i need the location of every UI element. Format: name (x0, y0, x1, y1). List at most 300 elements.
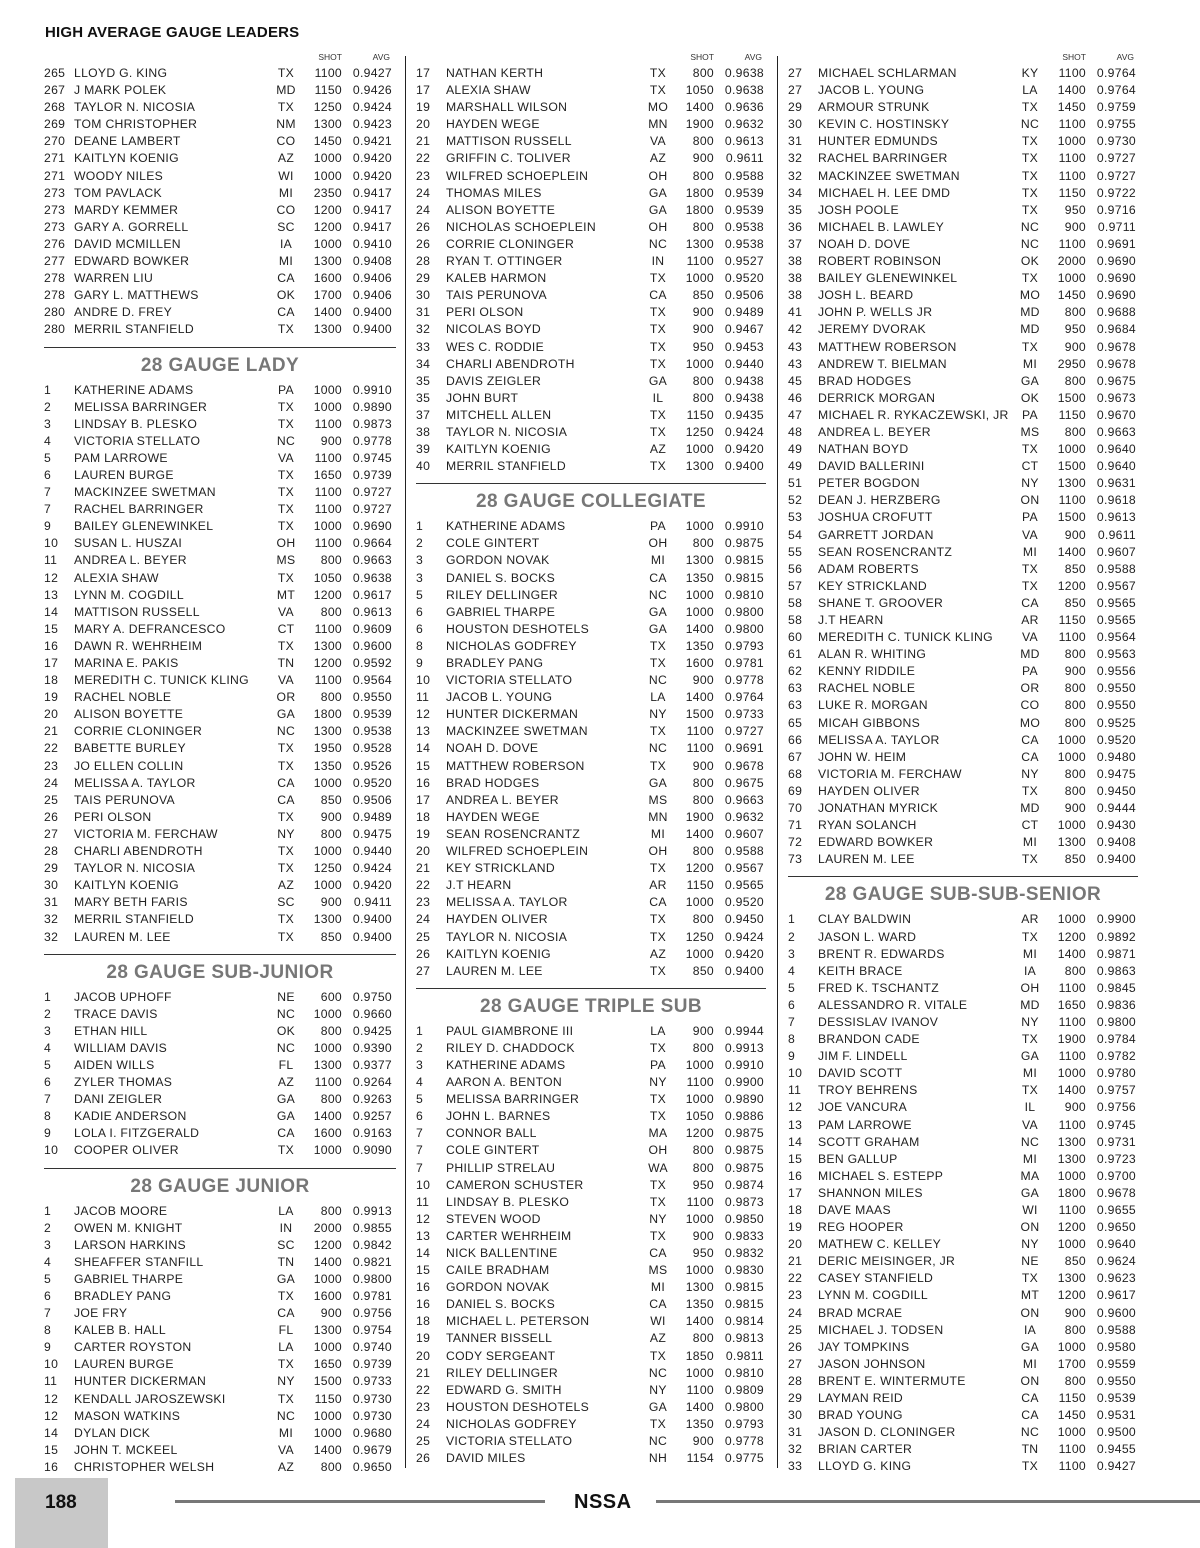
row-shot: 1000 (313, 1408, 342, 1423)
leader-row (44, 535, 396, 552)
footer-rule (175, 1500, 545, 1503)
row-avg: 0.9420 (352, 878, 392, 893)
leader-row (788, 851, 1138, 868)
row-rank: 52 (788, 493, 803, 508)
row-name: LYNN M. COGDILL (818, 1288, 928, 1303)
row-state: SC (277, 1237, 295, 1252)
row-shot: 1400 (1057, 946, 1086, 961)
row-rank: 17 (416, 66, 431, 80)
row-avg: 0.9539 (724, 202, 764, 217)
row-avg: 0.9740 (352, 1340, 392, 1355)
row-state: TX (649, 929, 667, 944)
leader-row (416, 1399, 766, 1416)
leader-row (788, 629, 1138, 646)
row-avg: 0.9450 (1096, 783, 1136, 798)
row-avg: 0.9453 (724, 339, 764, 354)
leader-row (416, 535, 766, 552)
section-header (788, 876, 1138, 911)
row-avg: 0.9731 (1096, 1134, 1136, 1149)
row-rank: 37 (416, 407, 431, 422)
row-shot: 1300 (1057, 1134, 1086, 1149)
row-avg: 0.9506 (352, 792, 392, 807)
row-shot: 1100 (1058, 630, 1086, 645)
row-shot: 1100 (314, 502, 342, 517)
row-avg: 0.9520 (724, 895, 764, 910)
leader-row (416, 638, 766, 655)
row-rank: 35 (788, 202, 803, 217)
leader-row (788, 1373, 1138, 1390)
leader-row (788, 946, 1138, 963)
row-avg: 0.9874 (724, 1177, 764, 1192)
row-shot: 1400 (685, 100, 714, 115)
row-state: TX (277, 416, 295, 431)
row-avg: 0.9700 (1096, 1168, 1136, 1183)
row-avg: 0.9913 (352, 1203, 392, 1218)
row-shot: 600 (320, 989, 342, 1004)
leader-row (44, 236, 396, 253)
row-rank: 30 (416, 288, 431, 303)
row-rank: 16 (416, 775, 431, 790)
row-shot: 800 (692, 219, 714, 234)
row-rank: 26 (416, 236, 431, 251)
row-shot: 1200 (685, 861, 714, 876)
leader-row (44, 321, 396, 338)
row-state: MD (1020, 997, 1040, 1012)
row-shot: 800 (692, 1143, 714, 1158)
row-state: VA (278, 673, 294, 688)
leader-row (44, 1442, 396, 1459)
row-avg: 0.9550 (1096, 698, 1136, 713)
row-shot: 1050 (685, 83, 714, 98)
leader-row (416, 1382, 766, 1399)
row-name: ANDREA L. BEYER (74, 553, 187, 568)
row-rank: 22 (44, 741, 59, 756)
leader-row (788, 680, 1138, 697)
row-avg: 0.9660 (352, 1006, 392, 1021)
row-avg: 0.9836 (1096, 997, 1136, 1012)
row-name: JO ELLEN COLLIN (74, 758, 184, 773)
row-shot: 800 (1064, 963, 1086, 978)
leader-row (416, 65, 766, 82)
leader-row (416, 570, 766, 587)
row-shot: 1000 (1057, 1339, 1086, 1354)
row-shot: 1000 (685, 1057, 714, 1072)
row-avg: 0.9739 (352, 1357, 392, 1372)
row-state: TX (277, 66, 295, 80)
leader-row (788, 929, 1138, 946)
leader-row (788, 304, 1138, 321)
row-avg: 0.9417 (352, 185, 392, 200)
row-name: KADIE ANDERSON (74, 1109, 187, 1124)
row-name: PAUL GIAMBRONE III (446, 1023, 574, 1038)
row-rank: 278 (44, 271, 66, 286)
row-avg: 0.9800 (724, 1399, 764, 1414)
row-state: LA (278, 1340, 294, 1355)
leader-row (44, 116, 396, 133)
row-name: ALISON BOYETTE (446, 202, 556, 217)
leader-row (416, 236, 766, 253)
row-state: NC (648, 1434, 668, 1449)
row-avg: 0.9640 (1096, 1237, 1136, 1252)
row-state: CA (277, 271, 295, 286)
leader-row (416, 1450, 766, 1467)
row-state: NC (648, 236, 668, 251)
row-state: LA (278, 1203, 294, 1218)
row-state: NY (1021, 766, 1039, 781)
row-state: KY (1021, 66, 1039, 80)
row-avg: 0.9663 (352, 553, 392, 568)
leader-row (44, 501, 396, 518)
row-rank: 31 (416, 305, 431, 320)
row-shot: 800 (692, 1160, 714, 1175)
row-avg: 0.9377 (352, 1057, 392, 1072)
row-state: TX (277, 638, 295, 653)
leader-row (788, 1305, 1138, 1322)
row-state: TX (649, 66, 667, 80)
row-shot: 1100 (1058, 168, 1086, 183)
row-rank: 15 (788, 1151, 803, 1166)
row-rank: 7 (44, 1306, 52, 1321)
row-rank: 20 (788, 1237, 803, 1252)
leader-row (416, 168, 766, 185)
row-avg: 0.9438 (724, 390, 764, 405)
row-name: MICHAEL L. PETERSON (446, 1314, 590, 1329)
row-avg: 0.9613 (352, 604, 392, 619)
row-rank: 3 (416, 570, 424, 585)
row-rank: 32 (44, 912, 59, 927)
leader-row (44, 433, 396, 450)
row-state: TX (649, 758, 667, 773)
row-name: JOHN W. HEIM (818, 749, 907, 764)
row-name: MARINA E. PAKIS (74, 656, 179, 670)
row-name: CORRIE CLONINGER (74, 724, 203, 739)
row-shot: 1000 (313, 1040, 342, 1055)
row-rank: 23 (416, 895, 431, 910)
row-rank: 68 (788, 766, 803, 781)
leader-row (788, 1339, 1138, 1356)
row-shot: 1400 (685, 690, 714, 705)
row-rank: 35 (416, 373, 431, 388)
row-state: GA (648, 1399, 668, 1414)
row-avg: 0.9565 (1096, 595, 1136, 610)
row-state: LA (1022, 83, 1038, 98)
row-name: BABETTE BURLEY (74, 741, 186, 756)
row-shot: 1350 (685, 1297, 714, 1312)
row-state: TX (649, 1348, 667, 1363)
row-shot: 850 (692, 288, 714, 303)
row-state: TX (1021, 578, 1039, 593)
row-shot: 800 (692, 775, 714, 790)
leader-row (44, 1040, 396, 1057)
row-name: JOHN T. MCKEEL (74, 1442, 178, 1457)
row-shot: 1000 (1057, 1066, 1086, 1081)
row-state: CA (649, 895, 667, 910)
header-avg: AVG (372, 52, 390, 62)
leader-row (416, 1142, 766, 1159)
leader-row (44, 518, 396, 535)
row-name: RACHEL NOBLE (74, 690, 172, 705)
row-name: ETHAN HILL (74, 1023, 148, 1038)
row-shot: 1000 (1057, 1425, 1086, 1440)
leader-row (788, 1185, 1138, 1202)
section-header (44, 347, 396, 382)
leader-row (788, 1407, 1138, 1424)
row-name: HOUSTON DESHOTELS (446, 1399, 590, 1414)
row-state: AZ (649, 151, 667, 166)
section-title: 28 GAUGE TRIPLE SUB (480, 995, 702, 1017)
row-name: MELISSA BARRINGER (446, 1092, 580, 1107)
row-avg: 0.9757 (1096, 1083, 1136, 1098)
row-name: SCOTT GRAHAM (818, 1134, 920, 1149)
row-avg: 0.9609 (352, 621, 392, 636)
row-name: TOM CHRISTOPHER (74, 117, 198, 132)
leader-row (44, 287, 396, 304)
row-name: MACKINZEE SWETMAN (446, 724, 588, 739)
row-state: TX (277, 1143, 295, 1158)
row-avg: 0.9800 (1096, 1014, 1136, 1029)
row-avg: 0.9850 (724, 1211, 764, 1226)
row-shot: 1150 (1058, 185, 1086, 200)
leader-row (44, 202, 396, 219)
row-name: MATHEW C. KELLEY (818, 1237, 942, 1252)
row-rank: 30 (788, 1408, 803, 1423)
leader-row (416, 1279, 766, 1296)
row-avg: 0.9632 (724, 117, 764, 132)
row-avg: 0.9390 (352, 1040, 392, 1055)
row-shot: 1350 (685, 570, 714, 585)
row-rank: 7 (44, 485, 52, 500)
row-rank: 14 (416, 1246, 431, 1260)
row-shot: 800 (692, 1040, 714, 1055)
row-avg: 0.9793 (724, 1416, 764, 1431)
row-shot: 800 (692, 792, 714, 807)
leader-row (44, 843, 396, 860)
row-state: TX (277, 929, 295, 944)
row-name: KAITLYN KOENIG (74, 151, 179, 166)
row-shot: 900 (692, 1023, 714, 1038)
section-title: 28 GAUGE COLLEGIATE (476, 491, 706, 513)
row-shot: 1950 (313, 741, 342, 756)
row-rank: 57 (788, 578, 803, 593)
row-avg: 0.9556 (1096, 664, 1136, 679)
row-name: WES C. RODDIE (446, 339, 545, 354)
row-avg: 0.9613 (1096, 510, 1136, 525)
row-state: MI (650, 1280, 666, 1295)
row-state: GA (648, 373, 668, 388)
leader-row (44, 82, 396, 99)
row-name: NOAH D. DOVE (446, 741, 539, 756)
row-rank: 39 (416, 442, 431, 457)
leader-row (788, 1424, 1138, 1441)
leader-row (788, 749, 1138, 766)
row-rank: 38 (788, 288, 803, 303)
row-avg: 0.9565 (1096, 613, 1136, 627)
row-rank: 9 (788, 1049, 796, 1064)
row-avg: 0.9750 (352, 989, 392, 1004)
row-shot: 800 (1064, 766, 1086, 781)
row-state: NC (648, 673, 668, 688)
row-rank: 33 (416, 339, 431, 354)
row-rank: 265 (44, 66, 66, 80)
row-avg: 0.9600 (352, 638, 392, 653)
row-rank: 278 (44, 288, 66, 303)
header-shot: SHOT (690, 52, 714, 62)
row-avg: 0.9588 (1096, 1322, 1136, 1337)
row-avg: 0.9910 (724, 519, 764, 534)
row-shot: 1000 (313, 1006, 342, 1021)
leader-row (788, 715, 1138, 732)
row-rank: 37 (788, 236, 803, 251)
row-rank: 1 (416, 519, 424, 534)
row-name: RILEY DELLINGER (446, 587, 558, 602)
row-avg: 0.9257 (352, 1109, 392, 1124)
row-state: IN (279, 1220, 293, 1235)
row-name: KALEB B. HALL (74, 1323, 166, 1338)
row-name: BRADLEY PANG (446, 656, 544, 670)
row-avg: 0.9723 (1096, 1151, 1136, 1166)
row-shot: 1300 (1057, 1151, 1086, 1166)
row-shot: 800 (692, 168, 714, 183)
leader-row (788, 150, 1138, 167)
row-shot: 950 (1064, 202, 1086, 217)
row-name: BRANDON CADE (818, 1032, 920, 1047)
row-name: RACHEL NOBLE (818, 681, 916, 696)
row-rank: 60 (788, 630, 803, 645)
row-state: TX (649, 1040, 667, 1055)
row-shot: 1300 (313, 117, 342, 132)
row-state: CA (1021, 595, 1039, 610)
row-state: TX (649, 656, 667, 670)
row-avg: 0.9424 (724, 929, 764, 944)
row-state: TX (649, 356, 667, 371)
row-shot: 1000 (1057, 912, 1086, 927)
row-name: TAYLOR N. NICOSIA (74, 861, 196, 876)
row-rank: 27 (44, 826, 59, 841)
row-avg: 0.9440 (352, 844, 392, 859)
row-state: NC (276, 1408, 296, 1423)
row-rank: 35 (416, 390, 431, 405)
row-name: JACOB MOORE (74, 1203, 168, 1218)
leader-row (416, 672, 766, 689)
leader-row (416, 911, 766, 928)
leader-row (416, 441, 766, 458)
row-rank: 22 (416, 151, 431, 166)
row-state: MI (650, 826, 666, 841)
row-rank: 2 (44, 1006, 52, 1021)
row-avg: 0.9821 (352, 1254, 392, 1269)
row-shot: 950 (692, 1246, 714, 1260)
row-name: MITCHELL ALLEN (446, 407, 552, 422)
row-state: TX (1021, 852, 1039, 867)
row-shot: 1350 (313, 758, 342, 773)
row-state: CA (1021, 732, 1039, 747)
leader-row (788, 475, 1138, 492)
row-shot: 800 (692, 844, 714, 859)
row-name: ANDREW T. BIELMAN (818, 356, 947, 371)
row-name: LOLA I. FITZGERALD (74, 1126, 200, 1141)
row-rank: 15 (44, 1442, 59, 1457)
row-rank: 67 (788, 749, 803, 764)
row-avg: 0.9793 (724, 638, 764, 653)
row-name: GORDON NOVAK (446, 1280, 550, 1295)
row-rank: 19 (44, 690, 59, 705)
row-avg: 0.9440 (724, 356, 764, 371)
leader-row (416, 843, 766, 860)
row-shot: 800 (692, 536, 714, 551)
row-avg: 0.9424 (352, 100, 392, 115)
row-rank: 12 (44, 570, 59, 585)
row-rank: 16 (416, 1280, 431, 1295)
row-state: NC (276, 433, 296, 448)
row-shot: 900 (692, 305, 714, 320)
row-rank: 31 (44, 895, 59, 910)
row-shot: 1450 (1057, 100, 1086, 115)
row-shot: 950 (1064, 322, 1086, 337)
row-name: TAYLOR N. NICOSIA (74, 100, 196, 115)
row-name: MATTISON RUSSELL (74, 604, 200, 619)
row-rank: 38 (788, 271, 803, 286)
row-name: SEAN ROSENCRANTZ (818, 544, 953, 559)
row-rank: 25 (416, 929, 431, 944)
row-state: AZ (649, 946, 667, 961)
row-name: LINDSAY B. PLESKO (446, 1194, 570, 1209)
row-state: NE (1021, 1254, 1039, 1269)
row-avg: 0.9890 (724, 1092, 764, 1107)
row-name: HOUSTON DESHOTELS (446, 621, 590, 636)
row-shot: 900 (1064, 527, 1086, 542)
row-state: PA (650, 1057, 666, 1072)
leader-row (788, 168, 1138, 185)
row-rank: 36 (788, 219, 803, 234)
row-name: LLOYD G. KING (74, 66, 168, 80)
row-shot: 1000 (1057, 134, 1086, 149)
row-avg: 0.9727 (1096, 151, 1136, 166)
row-state: IA (1023, 963, 1037, 978)
row-rank: 32 (416, 322, 431, 337)
row-name: DAVID SCOTT (818, 1066, 903, 1081)
row-shot: 1300 (313, 724, 342, 739)
page-title: HIGH AVERAGE GAUGE LEADERS (45, 24, 300, 41)
row-shot: 900 (692, 1434, 714, 1449)
row-name: ALEXIA SHAW (74, 570, 159, 585)
row-shot: 1200 (685, 1126, 714, 1141)
row-shot: 1000 (1057, 1237, 1086, 1252)
leader-row (44, 1074, 396, 1091)
row-shot: 1400 (685, 621, 714, 636)
row-rank: 1 (44, 989, 52, 1004)
leader-row (416, 963, 766, 980)
row-state: TX (277, 844, 295, 859)
leader-row (788, 595, 1138, 612)
row-avg: 0.9480 (1096, 749, 1136, 764)
row-rank: 47 (788, 407, 803, 422)
row-rank: 15 (416, 1263, 431, 1278)
row-rank: 23 (416, 1399, 431, 1414)
leader-row (416, 860, 766, 877)
row-rank: 6 (416, 604, 424, 619)
row-state: MS (1020, 424, 1040, 439)
row-state: TX (277, 519, 295, 534)
row-shot: 1100 (686, 741, 714, 756)
row-name: LUKE R. MORGAN (818, 698, 928, 713)
row-state: OK (276, 1023, 296, 1038)
row-shot: 1150 (1058, 1391, 1086, 1406)
row-avg: 0.9690 (1096, 288, 1136, 303)
row-shot: 1100 (314, 66, 342, 80)
row-state: NH (648, 1451, 668, 1466)
row-avg: 0.9580 (1096, 1339, 1136, 1354)
leader-row (44, 1023, 396, 1040)
